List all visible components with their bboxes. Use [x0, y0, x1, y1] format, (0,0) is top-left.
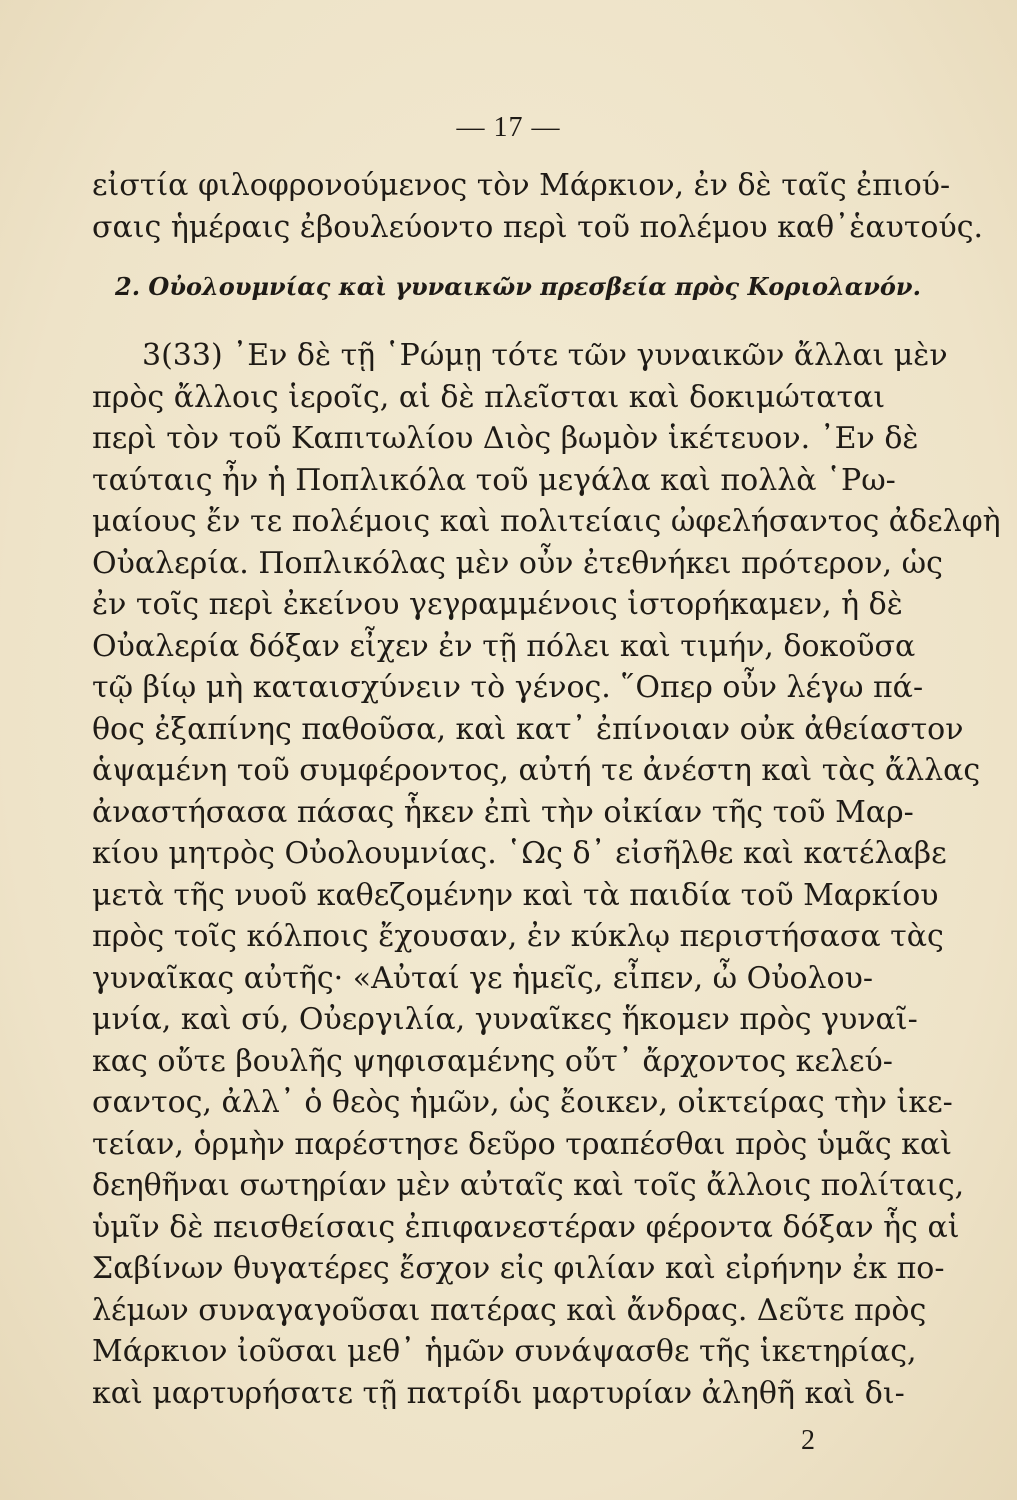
text-line: περὶ τὸν τοῦ Καπιτωλίου Διὸς βωμὸν ἱκέτευον. ᾿Εν δὲ — [92, 421, 919, 456]
text-line: Οὐαλερία δόξαν εἶχεν ἐν τῇ πόλει καὶ τιμήν, δοκοῦσα — [92, 628, 916, 664]
text-line: γυναῖκας αὐτῆς· «Αὐταί γε ἡμεῖς, εἶπεν, ὦ Οὐολου- — [92, 960, 873, 996]
text-line: ἐν τοῖς περὶ ἐκείνου γεγραμμένοις ἱστορήκαμεν, ἡ δὲ — [92, 587, 903, 622]
text-line: τείαν, ὁρμὴν παρέστησε δεῦρο τραπέσθαι πρὸς ὑμᾶς καὶ — [92, 1126, 952, 1162]
text-line: καὶ μαρτυρήσατε τῇ πατρίδι μαρτυρίαν ἀληθῆ καὶ δι- — [92, 1375, 905, 1411]
text-line: ἀναστήσασα πάσας ἧκεν ἐπὶ τὴν οἰκίαν τῆς τοῦ Μαρ- — [92, 794, 914, 830]
text-line: ἁψαμένη τοῦ συμφέροντος, αὐτή τε ἀνέστη καὶ τὰς ἄλλας — [92, 753, 981, 788]
text-line: ὑμῖν δὲ πεισθείσαις ἐπιφανεστέραν φέροντα δόξαν ἧς αἱ — [92, 1209, 960, 1245]
text-line: Οὐαλερία. Ποπλικόλας μὲν οὖν ἐτεθνήκει πρότερον, ὡς — [92, 545, 943, 581]
carryover-text — [92, 165, 984, 248]
text-line: ταύταις ἦν ἡ Ποπλικόλα τοῦ μεγάλα καὶ πολλὰ ῾Ρω- — [92, 462, 896, 498]
text-line: θος ἐξαπίνης παθοῦσα, καὶ κατ᾿ ἐπίνοιαν οὐκ ἀθείαστον — [92, 711, 964, 747]
signature-mark: 2 — [801, 1425, 815, 1456]
text-line: μαίους ἔν τε πολέμοις καὶ πολιτείαις ὠφελήσαντος ἀδελφὴ — [92, 504, 1001, 539]
text-line: 3(33) ᾿Εν δὲ τῇ ῾Ρώμῃ τότε τῶν γυναικῶν ἄλλαι μὲν — [142, 338, 948, 373]
text-line: σαις ἡμέραις ἐβουλεύοντο περὶ τοῦ πολέμου καθ᾿ἑαυτούς. — [92, 209, 984, 245]
text-line: μνία, καὶ σύ, Οὐεργιλία, γυναῖκες ἥκομεν πρὸς γυναῖ- — [92, 1002, 918, 1037]
text-line: πρὸς ἄλλοις ἱεροῖς, αἱ δὲ πλεῖσται καὶ δοκιμώταται — [92, 379, 886, 415]
text-line: πρὸς τοῖς κόλποις ἔχουσαν, ἐν κύκλῳ περιστήσασα τὰς — [92, 919, 944, 954]
text-line: κίου μητρὸς Οὐολουμνίας. ῾Ως δ᾿ εἰσῆλθε καὶ κατέλαβε — [92, 836, 947, 871]
page-number: — 17 — — [456, 112, 561, 143]
text-line: κας οὔτε βουλῆς ψηφισαμένης οὔτ᾿ ἄρχοντος κελεύ- — [92, 1043, 893, 1079]
text-line: Σαβίνων θυγατέρες ἔσχον εἰς φιλίαν καὶ εἰρήνην ἐκ πο- — [92, 1251, 945, 1286]
text-line: Μάρκιον ἰοῦσαι μεθ᾿ ἡμῶν συνάψασθε τῆς ἱκετηρίας, — [92, 1334, 917, 1369]
text-line: μετὰ τῆς νυοῦ καθεζομένην καὶ τὰ παιδία τοῦ Μαρκίου — [92, 877, 939, 913]
text-line: τῷ βίῳ μὴ καταισχύνειν τὸ γένος. ῞Οπερ οὖν λέγω πά- — [92, 670, 924, 705]
text-line: δεηθῆναι σωτηρίαν μὲν αὐταῖς καὶ τοῖς ἄλλοις πολίταις, — [92, 1168, 965, 1203]
text-line: εἰστία φιλοφρονούμενος τὸν Μάρκιον, ἐν δὲ ταῖς ἐπιού- — [92, 168, 951, 203]
text-line: σαντος, ἀλλ᾿ ὁ θεὸς ἡμῶν, ὡς ἔοικεν, οἰκτείρας τὴν ἱκε- — [92, 1085, 953, 1120]
section-heading: 2. Οὐολουμνίας καὶ γυναικῶν πρεσβεία πρὸς Κοριολανόν. — [115, 272, 921, 301]
paragraph — [92, 335, 1001, 1414]
text-line: λέμων συναγαγοῦσαι πατέρας καὶ ἄνδρας. Δεῦτε πρὸς — [92, 1292, 927, 1328]
